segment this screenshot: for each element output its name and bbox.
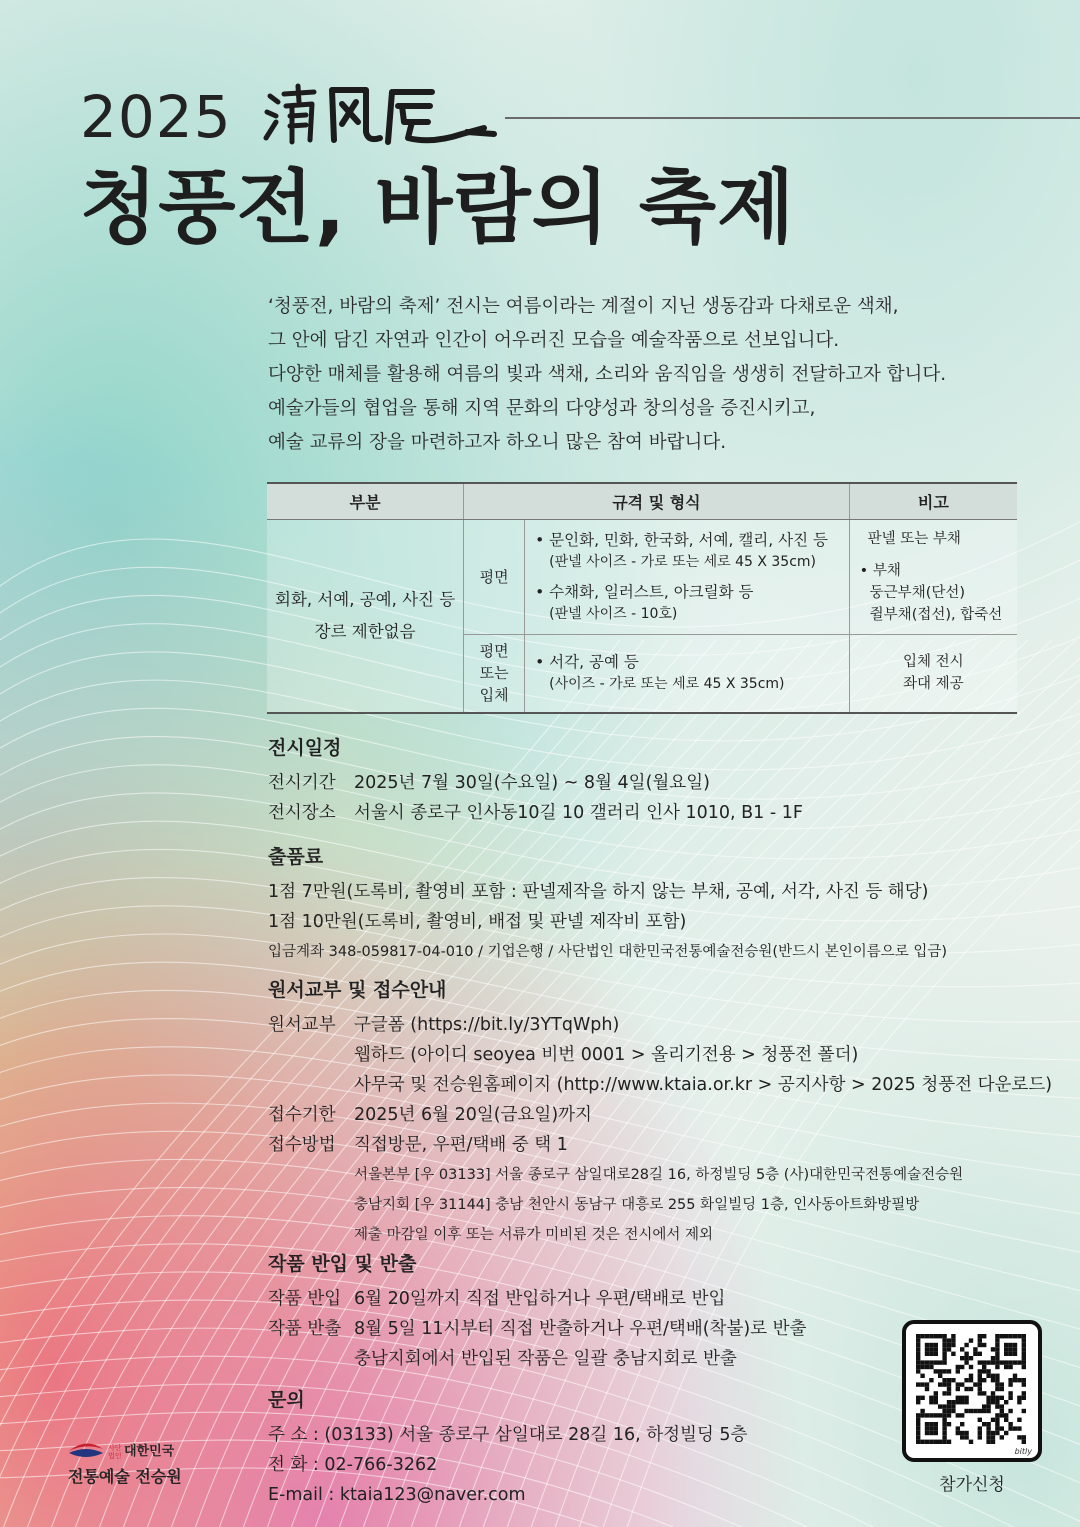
venue-value: 서울시 종로구 인사동10길 10 갤러리 인사 1010, B1 - 1F	[354, 803, 803, 823]
organization-logo	[68, 1438, 203, 1492]
type-cell	[464, 635, 525, 713]
form-option: 구글폼 (https://bit.ly/3YTqWph)	[354, 1015, 620, 1035]
genre-line: 장르 제한없음	[314, 621, 416, 641]
page-title: 청풍전, 바람의 축제	[80, 161, 796, 254]
deadline-label: 접수기한	[268, 1105, 336, 1125]
genre-line: 회화, 서예, 공예, 사진 등	[275, 589, 456, 609]
intro-text	[268, 290, 946, 460]
venue-label: 전시장소	[268, 803, 336, 823]
note-line: 입체 전시	[903, 654, 964, 671]
format-item-sub: (판넬 사이즈 - 가로 또는 세로 45 X 35cm)	[549, 554, 817, 570]
exclusion-note: 제출 마감일 이후 또는 서류가 미비된 것은 전시에서 제외	[354, 1227, 714, 1243]
table-header-row	[267, 483, 1017, 520]
note-line: 둥근부채(단선)	[869, 585, 966, 601]
schedule-section	[268, 734, 803, 828]
intro-line: 그 안에 담긴 자연과 인간이 어우러진 모습을 예술작품으로 선보입니다.	[268, 330, 840, 351]
intro-line: 다양한 매체를 활용해 여름의 빛과 색채, 소리와 움직임을 생생히 전달하고자 합니다.	[268, 364, 947, 385]
type-line: 입체	[479, 686, 509, 705]
qr-code[interactable]	[902, 1320, 1042, 1462]
method-value: 직접방문, 우편/택배 중 택 1	[354, 1135, 568, 1155]
fee-line: 1점 10만원(도록비, 촬영비, 배접 및 판넬 제작비 포함)	[268, 912, 687, 932]
contact-address: 주 소 : (03133) 서울 종로구 삼일대로 28길 16, 하정빌딩 5층	[268, 1425, 748, 1445]
table-header-cell: 부분	[267, 483, 464, 520]
section-heading: 출품료	[268, 846, 324, 868]
format-cell	[525, 635, 850, 713]
period-label: 전시기간	[268, 773, 336, 793]
delivery-out-value: 8월 5일 11시부터 직접 반출하거나 우편/택배(착불)로 반출	[354, 1319, 807, 1339]
logo-line2: 전통예술 전승원	[68, 1467, 182, 1486]
application-section	[268, 976, 1052, 1250]
qr-brand: bitly	[1014, 1447, 1032, 1456]
type-line: 또는	[479, 664, 509, 683]
method-label: 접수방법	[268, 1135, 336, 1155]
format-cell	[525, 520, 850, 635]
delivery-out-label: 작품 반출	[268, 1319, 342, 1339]
note-cell	[849, 520, 1017, 635]
form-option: 웹하드 (아이디 seoyea 비번 0001 > 올리기전용 > 청풍전 폴더)	[354, 1045, 859, 1065]
address-line: 충남지회 [우 31144] 충남 천안시 동남구 대흥로 255 화일빌딩 1층, 인사동아트화방필방	[354, 1197, 920, 1213]
spec-table	[267, 482, 1017, 714]
qr-code-icon	[906, 1324, 1038, 1458]
period-value: 2025년 7월 30일(수요일) ~ 8월 4일(월요일)	[354, 773, 710, 793]
account-line: 입금계좌 348-059817-04-010 / 기업은행 / 사단법인 대한민국전통예술전승원(반드시 본인이름으로 입금)	[268, 944, 948, 960]
intro-line: ‘청풍전, 바람의 축제’ 전시는 여름이라는 계절이 지닌 생동감과 다채로운 색채,	[268, 296, 899, 317]
note-line: 좌대 제공	[903, 676, 964, 693]
format-item-sub: (사이즈 - 가로 또는 세로 45 X 35cm)	[549, 676, 785, 693]
table-row	[267, 520, 1017, 635]
format-item: • 문인화, 민화, 한국화, 서예, 캘리, 사진 등	[535, 531, 828, 549]
calligraphy-title	[262, 82, 502, 146]
section-heading: 작품 반입 및 반출	[268, 1253, 417, 1275]
note-line: • 부채	[859, 563, 901, 579]
title-rule	[505, 117, 1080, 119]
format-item-sub: (판넬 사이즈 - 10호)	[549, 606, 678, 622]
delivery-out-value: 충남지회에서 반입된 작품은 일괄 충남지회로 반출	[354, 1349, 737, 1369]
type-cell: 평면	[464, 520, 525, 635]
qr-label: 참가신청	[939, 1475, 1005, 1495]
section-heading: 문의	[268, 1389, 305, 1411]
note-line: 쥘부채(접선), 합죽선	[869, 607, 1003, 623]
note-cell	[849, 635, 1017, 713]
form-label: 원서교부	[268, 1015, 336, 1035]
format-item: • 수채화, 일러스트, 아크릴화 등	[535, 583, 754, 601]
genre-cell	[267, 520, 464, 713]
deadline-value: 2025년 6월 20일(금요일)까지	[354, 1105, 592, 1125]
format-item: • 서각, 공예 등	[535, 653, 639, 672]
contact-phone: 전 화 : 02-766-3262	[268, 1455, 438, 1475]
section-heading: 전시일정	[268, 737, 342, 759]
contact-email[interactable]: E-mail : ktaia123@naver.com	[268, 1485, 526, 1505]
table-header-cell: 비고	[849, 483, 1017, 520]
logo-small-text: 사단법인	[108, 1444, 122, 1460]
delivery-section	[268, 1250, 806, 1374]
contact-section	[268, 1386, 747, 1510]
delivery-in-label: 작품 반입	[268, 1289, 342, 1309]
logo-emblem-icon	[68, 1441, 104, 1461]
intro-line: 예술가들의 협업을 통해 지역 문화의 다양성과 창의성을 증진시키고,	[268, 398, 816, 419]
delivery-in-value: 6월 20일까지 직접 반입하거나 우편/택배로 반입	[354, 1289, 726, 1309]
header-year: 2025	[80, 83, 232, 151]
table-header-cell: 규격 및 형식	[464, 483, 849, 520]
logo-line1: 대한민국	[124, 1444, 175, 1459]
section-heading: 원서교부 및 접수안내	[268, 979, 447, 1001]
note-line: 판넬 또는 부채	[867, 531, 961, 547]
fee-section	[268, 843, 947, 967]
intro-line: 예술 교류의 장을 마련하고자 하오니 많은 참여 바랍니다.	[268, 432, 727, 453]
type-line: 평면	[479, 642, 509, 661]
address-line: 서울본부 [우 03133] 서울 종로구 삼일대로28길 16, 하정빌딩 5층 (사)대한민국전통예술전승원	[354, 1167, 964, 1183]
form-option: 사무국 및 전승원홈페이지 (http://www.ktaia.or.kr > 공지사항 > 2025 청풍전 다운로드)	[354, 1075, 1053, 1095]
fee-line: 1점 7만원(도록비, 촬영비 포함 : 판넬제작을 하지 않는 부채, 공예, 서각, 사진 등 해당)	[268, 882, 929, 902]
